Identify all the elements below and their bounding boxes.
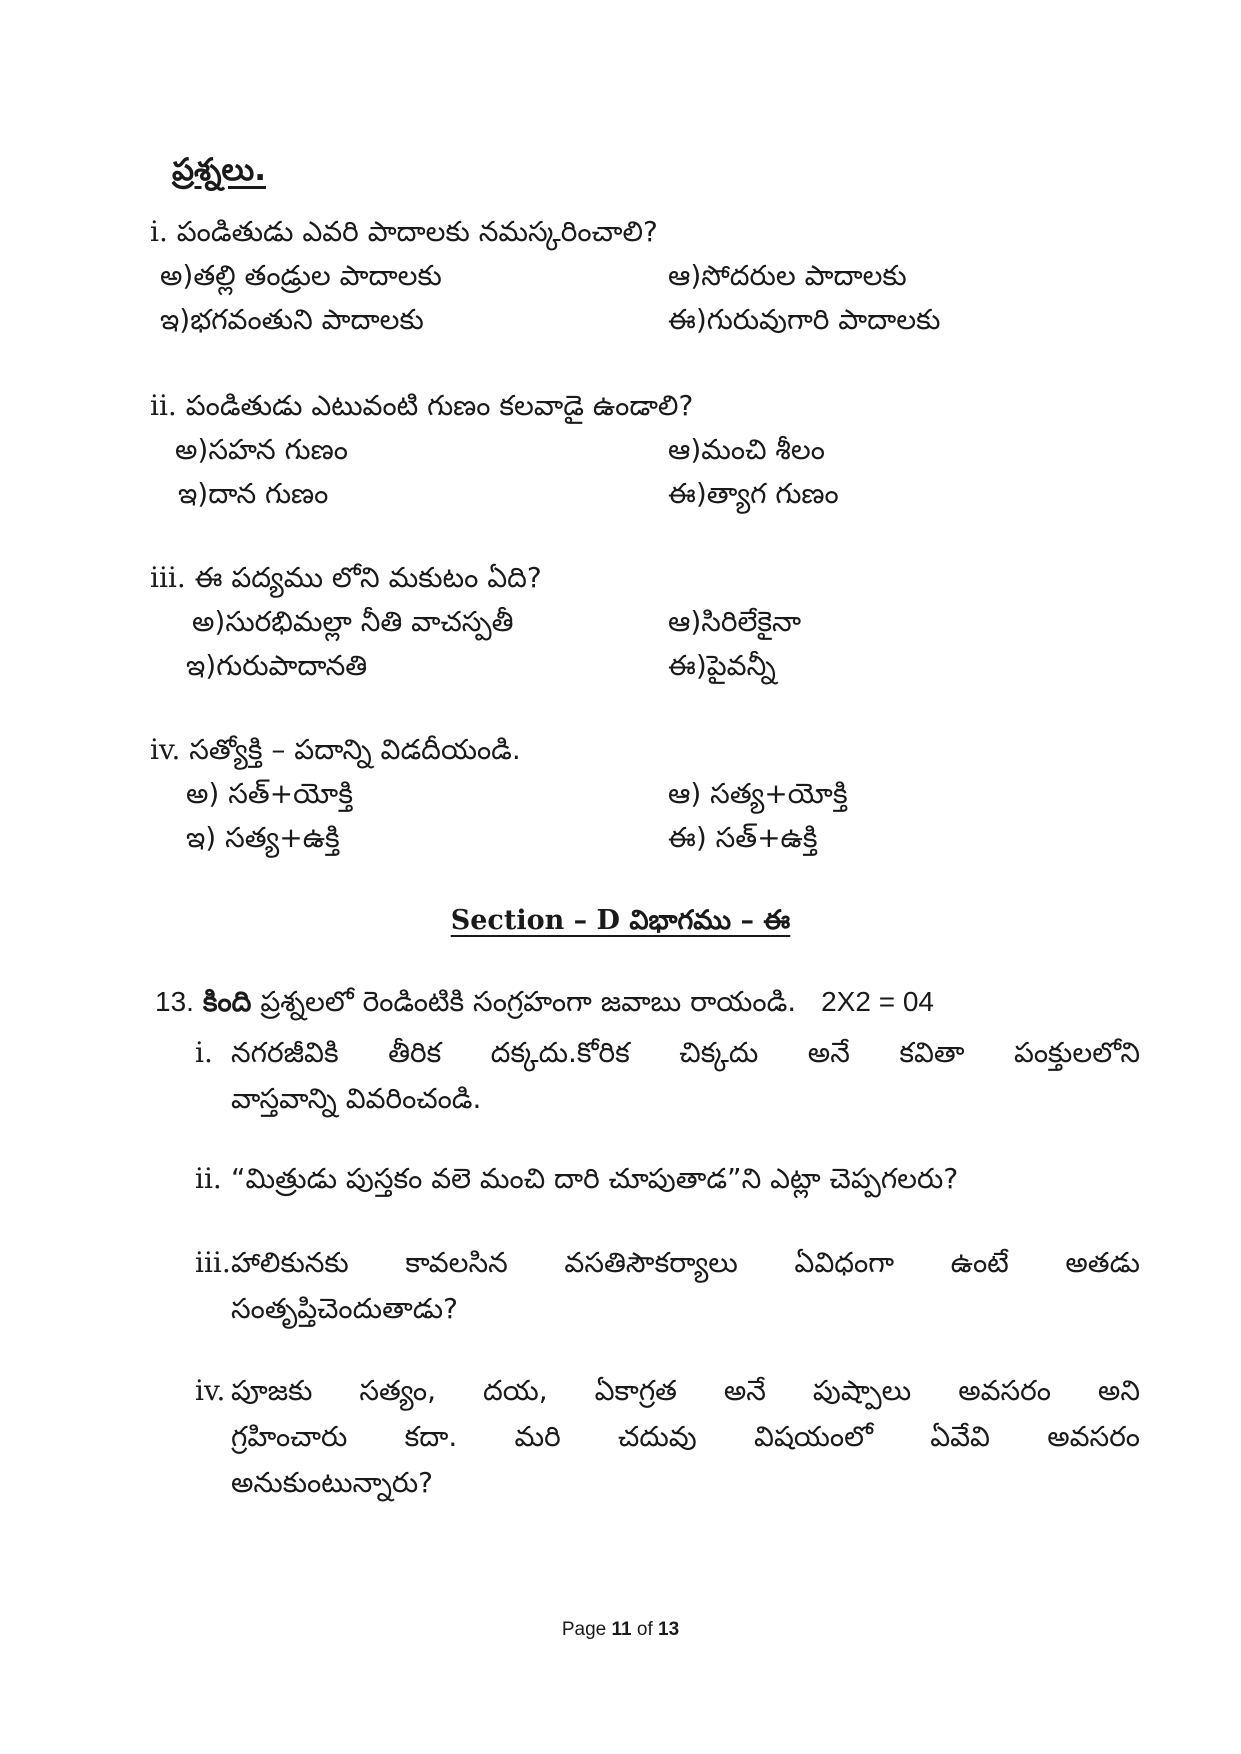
- sub-question-4-line-1: iv. పూజకు సత్యం, దయ, ఏకాగ్రత అనే పుష్పాలు అవసరం అని: [195, 1368, 1140, 1414]
- footer-prefix: Page: [561, 1619, 607, 1640]
- question-text: సత్యోక్తి – పదాన్ని విడదీయండి.: [189, 733, 521, 766]
- sub-question-1-line-2: వాస్తవాన్ని వివరించండి.: [231, 1082, 482, 1115]
- mcq-2-option-b: ఆ)మంచి శీలం: [668, 433, 825, 466]
- question-text: పండితుడు ఎటువంటి గుణం కలవాడై ఉండాలి?: [185, 389, 694, 422]
- mcq-question-3: [150, 558, 542, 598]
- question-13-text: ప్రశ్నలలో రెండింటికి సంగ్రహంగా జవాబు రాయండి.: [260, 985, 797, 1018]
- question-text: ఈ పద్యము లోని మకుటం ఏది?: [194, 561, 542, 594]
- mcq-2-option-a: అ)సహన గుణం: [175, 433, 348, 466]
- question-number: iv.: [150, 733, 181, 766]
- section-title: [0, 905, 1241, 943]
- sub-question-3-line-2: సంతృప్తిచెందుతాడు?: [231, 1292, 458, 1325]
- footer-total-pages: 13: [658, 1619, 680, 1640]
- footer-of: of: [636, 1619, 653, 1640]
- mcq-2-option-d: ఈ)త్యాగ గుణం: [668, 477, 839, 510]
- mcq-question-1: [150, 212, 658, 252]
- sub-question-4: [195, 1368, 1140, 1506]
- mcq-4-option-c: ఇ) సత్య+ఉక్తి: [186, 821, 340, 854]
- question-number: iii.: [150, 561, 186, 594]
- mcq-question-2: [150, 386, 693, 426]
- sub-question-2: [195, 1156, 1140, 1202]
- sub-question-2-line-1: ii. “మిత్రుడు పుస్తకం వలె మంచి దారి చూపుతాడ”ని ఎట్లా చెప్పగలరు?: [195, 1156, 1140, 1202]
- sub-question-3: [195, 1240, 1140, 1332]
- mcq-3-option-d: ఈ)పైవన్నీ: [668, 649, 776, 682]
- mcq-4-option-d: ఈ) సత్+ఉక్తి: [668, 821, 818, 854]
- questions-heading: ప్రశ్నలు.: [172, 152, 266, 188]
- sub-question-number: i.: [195, 1036, 213, 1069]
- mcq-4-option-b: ఆ) సత్య+యోక్తి: [668, 777, 848, 810]
- mcq-2-option-c: ఇ)దాన గుణం: [178, 477, 329, 510]
- sub-question-3-line-1: iii.హాలికునకు కావలసిన వసతిసౌకర్యాలు ఏవిధంగా ఉంటే అతడు: [195, 1240, 1140, 1286]
- mcq-3-option-a: అ)సురభిమల్లా నీతి వాచస్పతీ: [192, 605, 514, 638]
- question-13-number: 13.: [155, 986, 194, 1017]
- sub-question-1-line-1: i. నగరజీవికి తీరిక దక్కదు.కోరిక చిక్కదు అనే కవితా పంక్తులలోని: [195, 1030, 1140, 1076]
- section-title-text: Section – D విభాగము – ఈ: [450, 905, 791, 936]
- sub-question-4-line-3: అనుకుంటున్నారు?: [231, 1466, 434, 1499]
- question-13: [155, 985, 934, 1025]
- mcq-1-option-a: అ)తల్లి తండ్రుల పాదాలకు: [160, 259, 442, 292]
- mcq-4-option-a: అ) సత్+యోక్తి: [186, 777, 353, 810]
- mcq-3-option-b: ఆ)సిరిలేకైనా: [668, 605, 802, 638]
- question-text: పండితుడు ఎవరి పాదాలకు నమస్కరించాలి?: [176, 215, 658, 248]
- page-footer: [0, 1619, 1241, 1641]
- footer-current-page: 11: [611, 1619, 632, 1640]
- sub-question-4-line-2: గ్రహించారు కదా. మరి చదువు విషయంలో ఏవేవి అవసరం: [231, 1420, 1140, 1453]
- question-number: ii.: [150, 389, 177, 422]
- mcq-3-option-c: ఇ)గురుపాదానతి: [186, 649, 368, 682]
- question-13-marks: 2X2 = 04: [821, 986, 934, 1017]
- sub-question-number: iii.: [195, 1246, 231, 1279]
- question-13-bold-word: కింది: [202, 985, 252, 1018]
- mcq-question-4: [150, 730, 521, 770]
- sub-question-number: iv.: [195, 1374, 226, 1407]
- sub-question-number: ii.: [195, 1162, 222, 1195]
- mcq-1-option-b: ఆ)సోదరుల పాదాలకు: [668, 259, 907, 292]
- mcq-1-option-c: ఇ)భగవంతుని పాదాలకు: [160, 303, 424, 336]
- sub-question-1: [195, 1030, 1140, 1122]
- mcq-1-option-d: ఈ)గురువుగారి పాదాలకు: [668, 303, 941, 336]
- question-number: i.: [150, 215, 168, 248]
